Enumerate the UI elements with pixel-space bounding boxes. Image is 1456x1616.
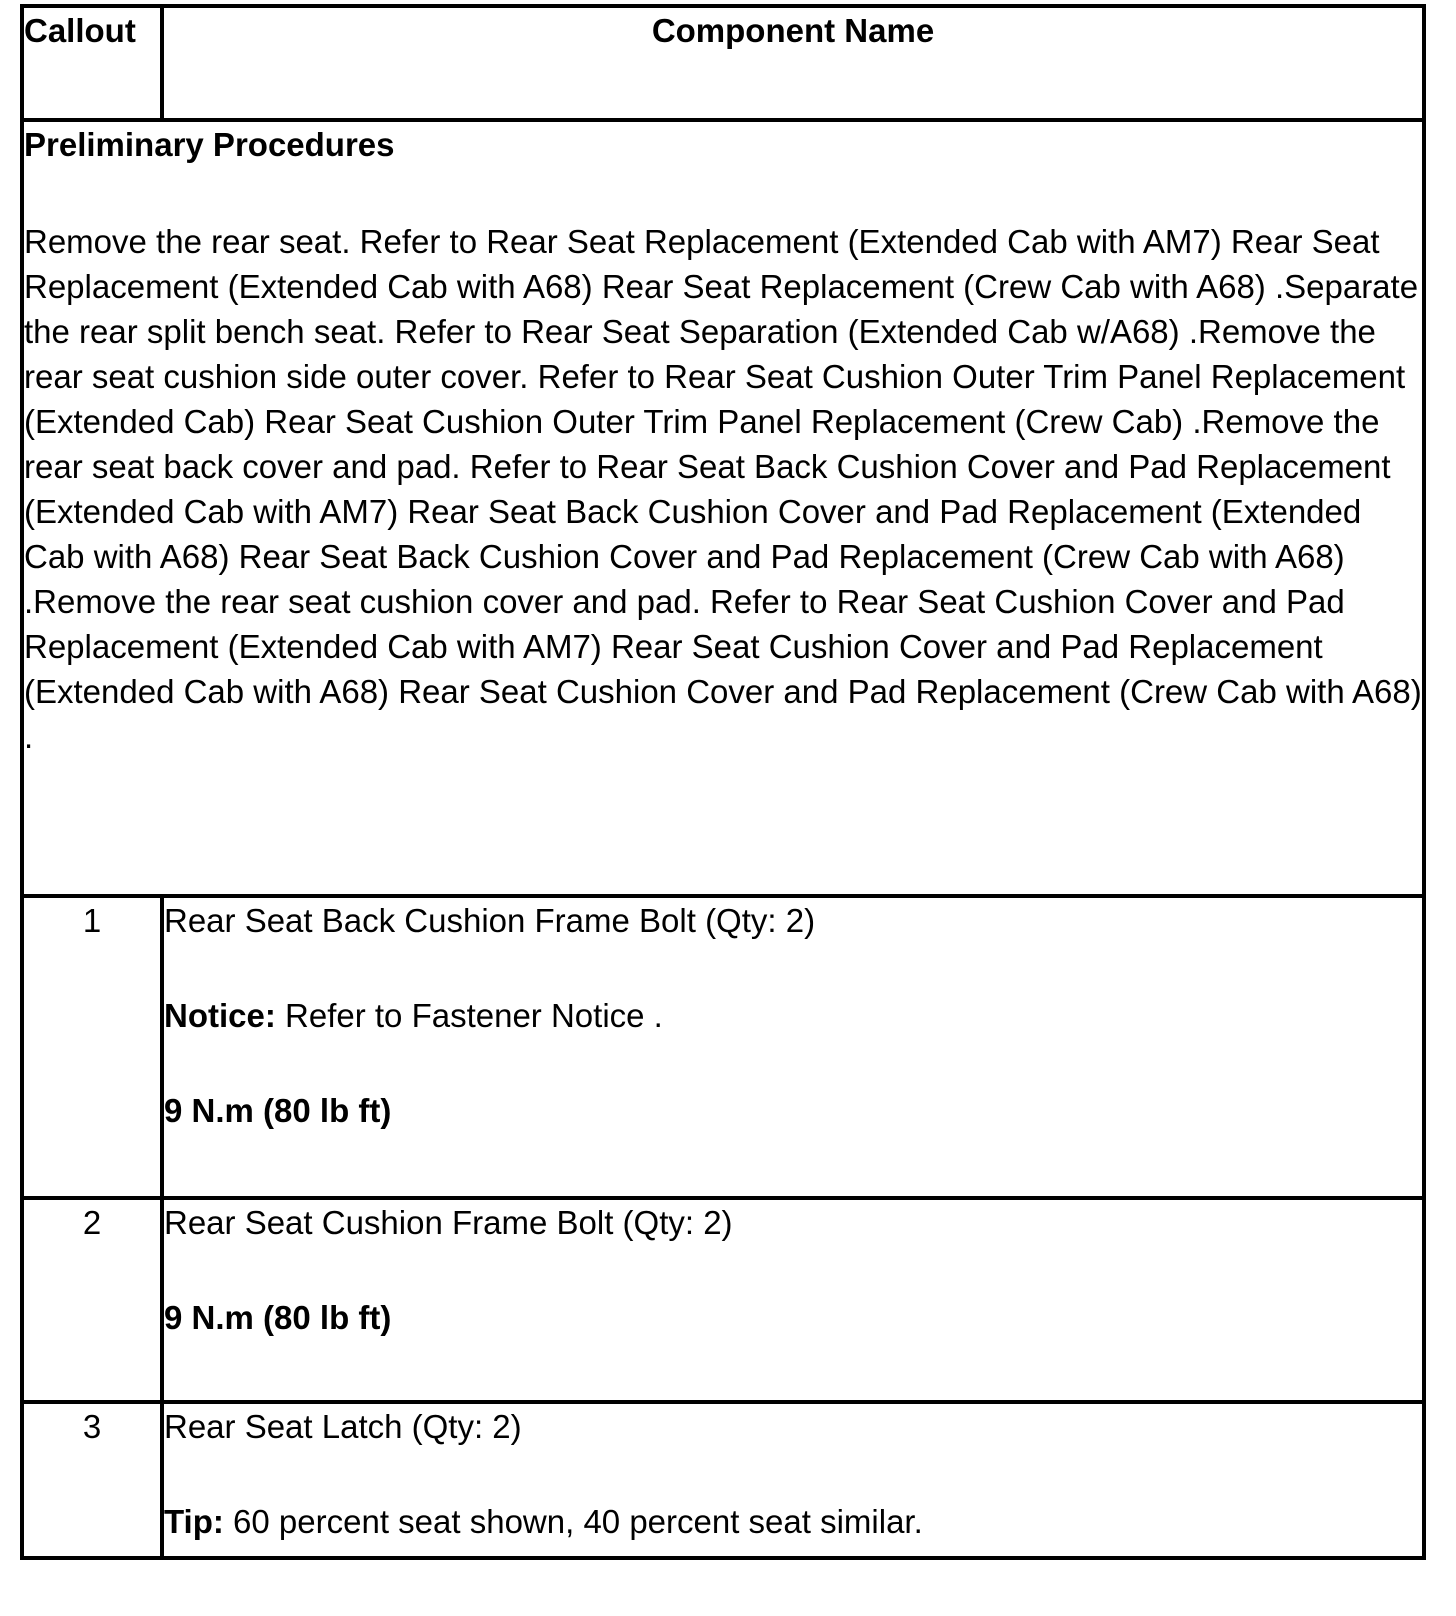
- table-header-row: [22, 6, 1424, 120]
- table-row: [22, 896, 1424, 1198]
- torque-spec: 9 N.m (80 lb ft): [164, 1092, 392, 1129]
- component-name: Rear Seat Latch (Qty: 2): [164, 1408, 522, 1445]
- component-name: Rear Seat Cushion Frame Bolt (Qty: 2): [164, 1204, 733, 1241]
- preliminary-procedures-cell: [22, 120, 1424, 896]
- notice-label: Notice:: [164, 997, 276, 1034]
- component-cell: [162, 1198, 1424, 1402]
- callout-column-header: Callout: [22, 6, 162, 120]
- notice-line: [164, 993, 1422, 1038]
- callout-number: 3: [22, 1402, 162, 1558]
- component-name-column-header: Component Name: [162, 6, 1424, 120]
- component-table: [20, 4, 1426, 1560]
- table-row: [22, 1198, 1424, 1402]
- tip-text: 60 percent seat shown, 40 percent seat similar.: [223, 1503, 923, 1540]
- tip-line: [164, 1499, 1422, 1544]
- table-row: [22, 1402, 1424, 1558]
- component-cell: [162, 896, 1424, 1198]
- tip-label: Tip:: [164, 1503, 224, 1540]
- torque-spec: 9 N.m (80 lb ft): [164, 1299, 392, 1336]
- callout-number: 1: [22, 896, 162, 1198]
- component-cell: [162, 1402, 1424, 1558]
- notice-text: Refer to Fastener Notice .: [275, 997, 663, 1034]
- preliminary-procedures-text: Remove the rear seat. Refer to Rear Seat Replacement (Extended Cab with AM7) Rear Seat Replacement (Extended Cab with A68) Rear Seat Replacement (Crew Cab with A68) .Separate the rear split bench seat. Refer to Rear Seat Separation (Extended Cab w/A68) .Remove the rear seat cushion side outer cover. Refer to Rear Seat Cushion Outer Trim Panel Replacement (Extended Cab) Rear Seat Cushion Outer Trim Panel Replacement (Crew Cab) .Remove the rear seat back cover and pad. Refer to Rear Seat Back Cushion Cover and Pad Replacement (Extended Cab with AM7) Rear Seat Back Cushion Cover and Pad Replacement (Extended Cab with A68) Rear Seat Back Cushion Cover and Pad Replacement (Crew Cab with A68) .Remove the rear seat cushion cover and pad. Refer to Rear Seat Cushion Cover and Pad Replacement (Extended Cab with AM7) Rear Seat Cushion Cover and Pad Replacement (Extended Cab with A68) Rear Seat Cushion Cover and Pad Replacement (Crew Cab with A68) .: [24, 223, 1422, 755]
- component-name: Rear Seat Back Cushion Frame Bolt (Qty: 2): [164, 902, 816, 939]
- callout-number: 2: [22, 1198, 162, 1402]
- preliminary-procedures-row: [22, 120, 1424, 896]
- preliminary-procedures-title: Preliminary Procedures: [24, 126, 395, 163]
